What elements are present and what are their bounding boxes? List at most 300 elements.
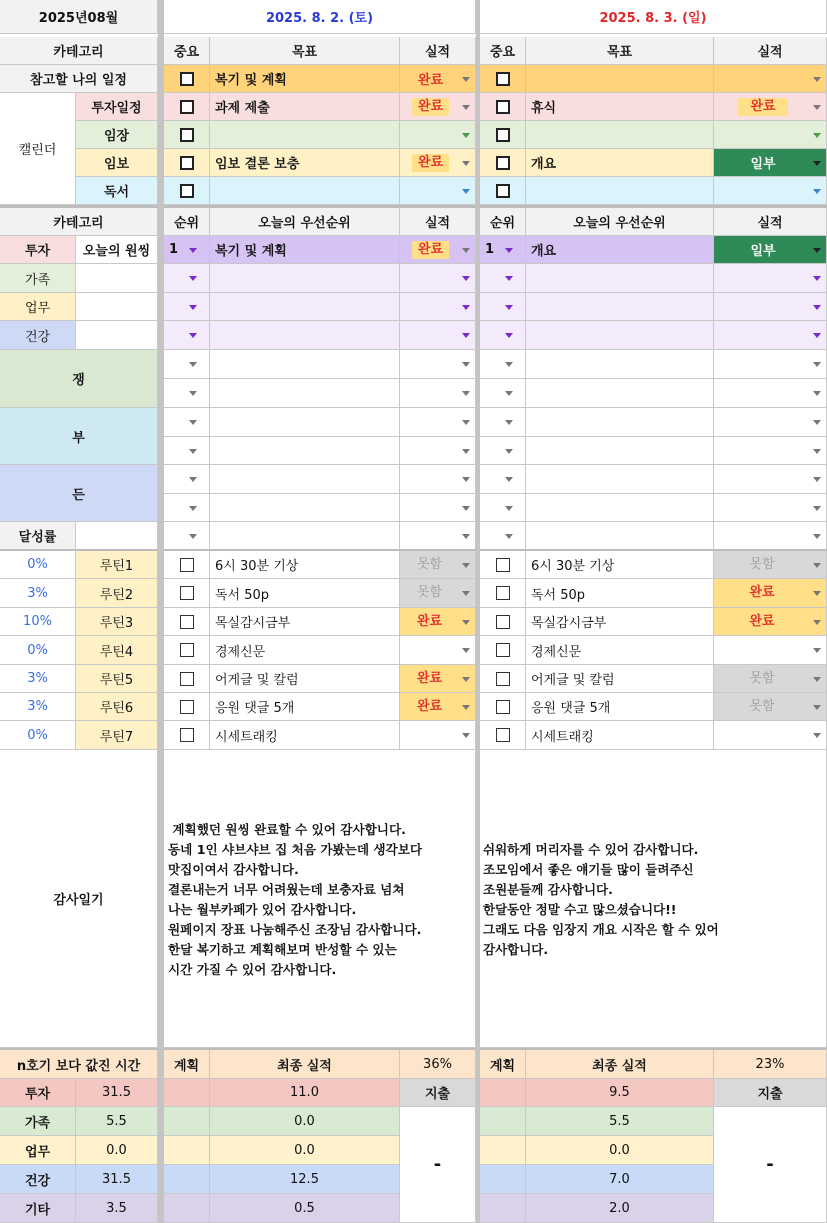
day2-dash: -	[714, 1107, 827, 1223]
day2-mine-result[interactable]	[714, 65, 827, 93]
day1-rank-dropdown[interactable]	[164, 379, 210, 408]
day2-priority-result[interactable]	[714, 264, 827, 293]
day2-priority-result[interactable]	[714, 379, 827, 408]
chevron-down-icon	[462, 477, 470, 482]
day2-sched3-result[interactable]	[714, 149, 827, 177]
family-blank	[76, 264, 158, 293]
day1-routine-task[interactable]: 어게글 및 칼럼	[210, 665, 400, 693]
routine-name: 루틴6	[76, 693, 158, 721]
day2-priority-input[interactable]	[526, 321, 714, 350]
day1-rank-dropdown[interactable]	[164, 293, 210, 321]
routine-name: 루틴2	[76, 579, 158, 608]
chevron-down-icon	[505, 391, 513, 396]
result-badge: 완료	[416, 670, 443, 686]
day1-priority-input[interactable]	[210, 408, 400, 437]
day2-priority-input[interactable]	[526, 522, 714, 550]
day1-priority-input[interactable]	[210, 379, 400, 408]
day2-rank-dropdown[interactable]	[480, 408, 526, 437]
chevron-down-icon	[813, 563, 821, 568]
day1-priority-result[interactable]	[400, 465, 476, 494]
day1-routine-result[interactable]	[400, 636, 476, 665]
day2-priority-result[interactable]	[714, 321, 827, 350]
day1-top-goal[interactable]: 복기 및 계획	[210, 236, 400, 264]
day2-routine-checkbox[interactable]	[480, 665, 526, 693]
day2-top-rank[interactable]	[480, 236, 526, 264]
chevron-down-icon	[462, 648, 470, 653]
chevron-down-icon	[462, 420, 470, 425]
achievement-label: 달성률	[0, 522, 76, 550]
block-label-2: 부	[0, 408, 158, 465]
routine-name: 루틴5	[76, 665, 158, 693]
day2-time-plan[interactable]	[480, 1194, 526, 1223]
achievement-blank	[76, 522, 158, 550]
chevron-down-icon	[505, 477, 513, 482]
day1-time-final: 0.0	[210, 1136, 400, 1165]
day2-plan-header: 계획	[480, 1050, 526, 1079]
day2-routine-task[interactable]: 6시 30분 기상	[526, 551, 714, 579]
routine-percent: 10%	[0, 608, 76, 636]
day2-gratitude-text: 쉬워하게 머리자를 수 있어 감사합니다. 조모임에서 좋은 얘기들 많이 들려주신 조원분들께 감사합니다. 한달동안 정말 수고 많으셨습니다!! 그래도 다음 임장지 개요 시작은 할 수 있어 감사합니다.	[483, 842, 719, 957]
day1-priority-input[interactable]	[210, 350, 400, 379]
time-category-label: 투자	[0, 1079, 76, 1107]
day1-goal-header: 목표	[210, 37, 400, 65]
chevron-down-icon	[813, 620, 821, 625]
day1-plan-header: 계획	[164, 1050, 210, 1079]
day2-time-plan[interactable]	[480, 1136, 526, 1165]
checkbox-icon	[180, 643, 194, 657]
day1-routine-task[interactable]: 독서 50p	[210, 579, 400, 608]
result-badge: 완료	[749, 585, 775, 600]
day2-sched2-goal[interactable]	[526, 121, 714, 149]
day2-priority-header: 오늘의 우선순위	[526, 208, 714, 236]
result-badge: 못함	[749, 670, 775, 686]
day2-routine-checkbox[interactable]	[480, 693, 526, 721]
day2-priority-input[interactable]	[526, 465, 714, 494]
routine-percent: 0%	[0, 721, 76, 750]
day1-priority-input[interactable]	[210, 465, 400, 494]
chevron-down-icon	[462, 305, 470, 310]
chevron-down-icon	[813, 677, 821, 682]
day1-sched4-result[interactable]	[400, 177, 476, 205]
day1-mine-checkbox[interactable]	[164, 65, 210, 93]
chevron-down-icon	[462, 77, 470, 82]
time-target: 3.5	[76, 1194, 158, 1223]
day1-time-plan[interactable]	[164, 1165, 210, 1194]
sub-invest-schedule: 투자일정	[76, 93, 158, 121]
day2-rank-dropdown[interactable]	[480, 264, 526, 293]
result-badge: 일부	[750, 157, 776, 172]
day2-priority-input[interactable]	[526, 408, 714, 437]
chevron-down-icon	[505, 276, 513, 281]
day1-importance-header: 중요	[164, 37, 210, 65]
chevron-down-icon	[813, 705, 821, 710]
day1-routine-checkbox[interactable]	[164, 721, 210, 750]
day2-sched4-result[interactable]	[714, 177, 827, 205]
checkbox-icon	[180, 72, 194, 86]
day2-sched4-goal[interactable]	[526, 177, 714, 205]
day2-routine-checkbox[interactable]	[480, 608, 526, 636]
chevron-down-icon	[813, 477, 821, 482]
day1-mine-goal[interactable]: 복기 및 계획	[210, 65, 400, 93]
day2-top-goal[interactable]: 개요	[526, 236, 714, 264]
day1-time-plan[interactable]	[164, 1079, 210, 1107]
day1-sched1-checkbox[interactable]	[164, 93, 210, 121]
day2-sched3-checkbox[interactable]	[480, 149, 526, 177]
day2-sched2-result[interactable]	[714, 121, 827, 149]
day1-sched4-goal[interactable]	[210, 177, 400, 205]
day1-sched4-checkbox[interactable]	[164, 177, 210, 205]
block-label-1: 쟁	[0, 350, 158, 408]
day2-rank-dropdown[interactable]	[480, 321, 526, 350]
chevron-down-icon	[462, 333, 470, 338]
chevron-down-icon	[462, 248, 470, 253]
chevron-down-icon	[462, 161, 470, 166]
day1-rank-dropdown[interactable]	[164, 522, 210, 550]
day2-priority-result[interactable]	[714, 408, 827, 437]
time-target: 5.5	[76, 1107, 158, 1136]
day1-spend-label: 지출	[400, 1079, 476, 1107]
checkbox-icon	[496, 586, 510, 600]
chevron-down-icon	[813, 305, 821, 310]
checkbox-icon	[180, 184, 194, 198]
day2-priority-result[interactable]	[714, 437, 827, 465]
day1-routine-task[interactable]: 경제신문	[210, 636, 400, 665]
day2-routine-result[interactable]	[714, 665, 827, 693]
sub-imjang: 임장	[76, 121, 158, 149]
day1-rank-dropdown[interactable]	[164, 437, 210, 465]
gratitude-label: 감사일기	[0, 750, 158, 1048]
day2-priority-result[interactable]	[714, 465, 827, 494]
chevron-down-icon	[505, 248, 513, 253]
month-cell: 2025년08월	[0, 0, 158, 34]
day1-top-result[interactable]	[400, 236, 476, 264]
day2-priority-result[interactable]	[714, 350, 827, 379]
time-target: 31.5	[76, 1079, 158, 1107]
day1-routine-checkbox[interactable]	[164, 608, 210, 636]
routine-name: 루틴4	[76, 636, 158, 665]
day2-rank-dropdown[interactable]	[480, 293, 526, 321]
day1-priority-result[interactable]	[400, 437, 476, 465]
day2-rank-header: 순위	[480, 208, 526, 236]
chevron-down-icon	[813, 420, 821, 425]
day2-sched2-checkbox[interactable]	[480, 121, 526, 149]
chevron-down-icon	[462, 591, 470, 596]
day2-time-plan[interactable]	[480, 1165, 526, 1194]
day1-time-plan[interactable]	[164, 1194, 210, 1223]
day2-routine-checkbox[interactable]	[480, 551, 526, 579]
day2-routine-result[interactable]	[714, 579, 827, 608]
day1-priority-input[interactable]	[210, 437, 400, 465]
checkbox-icon	[496, 643, 510, 657]
chevron-down-icon	[505, 420, 513, 425]
day1-rank-dropdown[interactable]	[164, 264, 210, 293]
chevron-down-icon	[189, 362, 197, 367]
chevron-down-icon	[189, 477, 197, 482]
day2-sched1-checkbox[interactable]	[480, 93, 526, 121]
result-badge: 완료	[412, 241, 449, 259]
day1-priority-result[interactable]	[400, 321, 476, 350]
day2-time-plan[interactable]	[480, 1079, 526, 1107]
chevron-down-icon	[189, 305, 197, 310]
day2-time-final: 7.0	[526, 1165, 714, 1194]
day1-routine-checkbox[interactable]	[164, 551, 210, 579]
day1-routine-task[interactable]: 응원 댓글 5개	[210, 693, 400, 721]
routine-percent: 3%	[0, 665, 76, 693]
health-blank	[76, 321, 158, 350]
time-category-label: 기타	[0, 1194, 76, 1223]
day1-priority-input[interactable]	[210, 321, 400, 350]
my-schedule-label: 참고할 나의 일정	[0, 65, 158, 93]
day1-date: 2025. 8. 2. (토)	[164, 0, 476, 34]
day2-routine-result[interactable]	[714, 693, 827, 721]
health-label: 건강	[0, 321, 76, 350]
day1-priority-input[interactable]	[210, 522, 400, 550]
rank-value: 1	[485, 242, 495, 257]
day1-rank-dropdown[interactable]	[164, 494, 210, 522]
chevron-down-icon	[462, 677, 470, 682]
work-blank	[76, 293, 158, 321]
chevron-down-icon	[462, 105, 470, 110]
day1-priority-result[interactable]	[400, 408, 476, 437]
day2-priority-input[interactable]	[526, 379, 714, 408]
chevron-down-icon	[189, 449, 197, 454]
day1-routine-checkbox[interactable]	[164, 636, 210, 665]
day1-gratitude-text: 계획했던 원씽 완료할 수 있어 감사합니다. 동네 1인 샤브샤브 집 처음 가봤는데 생각보다 맛집이여서 감사합니다. 결론내는거 너무 어려웠는데 보충자료 넘쳐 나는 월부카페가 있어 감사합니다. 원페이지 장표 나눔해주신 조장님 감사합니다. 한달 복기하고 계획해보며 반성할 수 있는 시간 가질 수 있어 감사합니다.	[168, 822, 423, 977]
day2-priority-result[interactable]	[714, 293, 827, 321]
day1-time-plan[interactable]	[164, 1107, 210, 1136]
chevron-down-icon	[813, 248, 821, 253]
day2-rank-dropdown[interactable]	[480, 465, 526, 494]
day2-routine-checkbox[interactable]	[480, 636, 526, 665]
day2-sched4-checkbox[interactable]	[480, 177, 526, 205]
day1-sched3-goal[interactable]: 임보 결론 보충	[210, 149, 400, 177]
routine-name: 루틴3	[76, 608, 158, 636]
day1-sched3-checkbox[interactable]	[164, 149, 210, 177]
day2-rank-dropdown[interactable]	[480, 437, 526, 465]
day2-goal-header: 목표	[526, 37, 714, 65]
day1-sched1-result[interactable]	[400, 93, 476, 121]
chevron-down-icon	[462, 705, 470, 710]
day1-routine-task[interactable]: 목실감시금부	[210, 608, 400, 636]
chevron-down-icon	[462, 391, 470, 396]
work-label: 업무	[0, 293, 76, 321]
chevron-down-icon	[813, 449, 821, 454]
day2-time-final: 9.5	[526, 1079, 714, 1107]
day1-priority-result[interactable]	[400, 264, 476, 293]
day1-priority-input[interactable]	[210, 494, 400, 522]
day1-routine-task[interactable]: 6시 30분 기상	[210, 551, 400, 579]
day2-priority-input[interactable]	[526, 437, 714, 465]
checkbox-icon	[180, 100, 194, 114]
routine-percent: 0%	[0, 636, 76, 665]
routine-percent: 3%	[0, 579, 76, 608]
day2-priority-input[interactable]	[526, 264, 714, 293]
chevron-down-icon	[505, 506, 513, 511]
day1-priority-result[interactable]	[400, 293, 476, 321]
day2-routine-task[interactable]: 목실감시금부	[526, 608, 714, 636]
chevron-down-icon	[505, 449, 513, 454]
checkbox-icon	[496, 700, 510, 714]
day2-mine-goal[interactable]	[526, 65, 714, 93]
day2-routine-result[interactable]	[714, 636, 827, 665]
day2-routine-task[interactable]: 독서 50p	[526, 579, 714, 608]
chevron-down-icon	[813, 534, 821, 539]
day1-rank-dropdown[interactable]	[164, 350, 210, 379]
day2-rank-dropdown[interactable]	[480, 350, 526, 379]
sub-reading: 독서	[76, 177, 158, 205]
checkbox-icon	[180, 672, 194, 686]
checkbox-icon	[180, 728, 194, 742]
chevron-down-icon	[189, 391, 197, 396]
routine-percent: 3%	[0, 693, 76, 721]
time-category-label: 가족	[0, 1107, 76, 1136]
time-target: 31.5	[76, 1165, 158, 1194]
day2-sched1-goal[interactable]: 휴식	[526, 93, 714, 121]
day1-routine-result[interactable]	[400, 551, 476, 579]
chevron-down-icon	[813, 733, 821, 738]
day1-priority-header: 오늘의 우선순위	[210, 208, 400, 236]
day1-sched2-goal[interactable]	[210, 121, 400, 149]
day2-rank-dropdown[interactable]	[480, 494, 526, 522]
day2-priority-result[interactable]	[714, 494, 827, 522]
day1-priority-result[interactable]	[400, 494, 476, 522]
time-category-label: 건강	[0, 1165, 76, 1194]
chevron-down-icon	[813, 276, 821, 281]
day1-priority-result[interactable]	[400, 522, 476, 550]
day1-rank-dropdown[interactable]	[164, 465, 210, 494]
day2-result-header: 실적	[714, 37, 827, 65]
one-thing-label: 오늘의 원씽	[76, 236, 158, 264]
day1-sched2-result[interactable]	[400, 121, 476, 149]
day2-routine-checkbox[interactable]	[480, 579, 526, 608]
category-header: 카테고리	[0, 37, 158, 65]
day1-time-final: 11.0	[210, 1079, 400, 1107]
chevron-down-icon	[813, 105, 821, 110]
result-badge: 완료	[416, 613, 443, 629]
chevron-down-icon	[813, 591, 821, 596]
chevron-down-icon	[462, 534, 470, 539]
chevron-down-icon	[189, 420, 197, 425]
day2-routine-result[interactable]	[714, 608, 827, 636]
day1-sched2-checkbox[interactable]	[164, 121, 210, 149]
day1-routine-result[interactable]	[400, 608, 476, 636]
day1-sched1-goal[interactable]: 과제 제출	[210, 93, 400, 121]
day2-priority-input[interactable]	[526, 350, 714, 379]
chevron-down-icon	[462, 620, 470, 625]
day1-time-final: 12.5	[210, 1165, 400, 1194]
chevron-down-icon	[462, 189, 470, 194]
checkbox-icon	[496, 184, 510, 198]
day1-result-header: 실적	[400, 37, 476, 65]
day1-mine-result[interactable]	[400, 65, 476, 93]
day2-time-final: 5.5	[526, 1107, 714, 1136]
day1-routine-checkbox[interactable]	[164, 579, 210, 608]
checkbox-icon	[496, 72, 510, 86]
day1-routine-task[interactable]: 시세트래킹	[210, 721, 400, 750]
day2-routine-checkbox[interactable]	[480, 721, 526, 750]
day2-sched1-result[interactable]	[714, 93, 827, 121]
time-header: n호기 보다 값진 시간	[0, 1050, 158, 1079]
day2-final-header: 최종 실적	[526, 1050, 714, 1079]
day1-routine-result[interactable]	[400, 579, 476, 608]
day1-sched3-result[interactable]	[400, 149, 476, 177]
checkbox-icon	[496, 558, 510, 572]
day1-priority-input[interactable]	[210, 264, 400, 293]
block-label-3: 든	[0, 465, 158, 522]
chevron-down-icon	[505, 362, 513, 367]
day1-dash: -	[400, 1107, 476, 1223]
result-badge: 완료	[412, 98, 449, 116]
chevron-down-icon	[813, 77, 821, 82]
chevron-down-icon	[813, 333, 821, 338]
chevron-down-icon	[189, 248, 197, 253]
day2-time-plan[interactable]	[480, 1107, 526, 1136]
sub-imbo: 임보	[76, 149, 158, 177]
day2-sched3-goal[interactable]: 개요	[526, 149, 714, 177]
checkbox-icon	[496, 672, 510, 686]
chevron-down-icon	[462, 733, 470, 738]
day2-routine-task[interactable]: 어게글 및 칼럼	[526, 665, 714, 693]
family-label: 가족	[0, 264, 76, 293]
day1-priority-result[interactable]	[400, 350, 476, 379]
day1-priority-input[interactable]	[210, 293, 400, 321]
day1-rank-dropdown[interactable]	[164, 321, 210, 350]
day2-time-pct: 23%	[714, 1050, 827, 1079]
day1-routine-result[interactable]	[400, 721, 476, 750]
result-badge: 못함	[749, 698, 775, 714]
day2-routine-task[interactable]: 시세트래킹	[526, 721, 714, 750]
day1-routine-result[interactable]	[400, 665, 476, 693]
chevron-down-icon	[813, 133, 821, 138]
chevron-down-icon	[189, 333, 197, 338]
day2-rank-dropdown[interactable]	[480, 522, 526, 550]
checkbox-icon	[180, 586, 194, 600]
category-header-2: 카테고리	[0, 208, 158, 236]
chevron-down-icon	[462, 506, 470, 511]
day1-priority-result[interactable]	[400, 379, 476, 408]
checkbox-icon	[180, 700, 194, 714]
chevron-down-icon	[462, 449, 470, 454]
day2-routine-result[interactable]	[714, 721, 827, 750]
day2-priority-input[interactable]	[526, 494, 714, 522]
result-badge: 완료	[412, 154, 449, 172]
day1-top-rank[interactable]	[164, 236, 210, 264]
checkbox-icon	[180, 156, 194, 170]
day1-time-plan[interactable]	[164, 1136, 210, 1165]
day1-routine-result[interactable]	[400, 693, 476, 721]
day2-rank-dropdown[interactable]	[480, 379, 526, 408]
day1-time-final: 0.5	[210, 1194, 400, 1223]
chevron-down-icon	[462, 563, 470, 568]
day2-routine-task[interactable]: 경제신문	[526, 636, 714, 665]
chevron-down-icon	[189, 276, 197, 281]
chevron-down-icon	[505, 305, 513, 310]
day2-routine-task[interactable]: 응원 댓글 5개	[526, 693, 714, 721]
day2-mine-checkbox[interactable]	[480, 65, 526, 93]
day1-routine-checkbox[interactable]	[164, 693, 210, 721]
day2-routine-result[interactable]	[714, 551, 827, 579]
chevron-down-icon	[813, 391, 821, 396]
day1-final-header: 최종 실적	[210, 1050, 400, 1079]
checkbox-icon	[180, 558, 194, 572]
day1-rank-dropdown[interactable]	[164, 408, 210, 437]
day1-routine-checkbox[interactable]	[164, 665, 210, 693]
time-target: 0.0	[76, 1136, 158, 1165]
day2-priority-result[interactable]	[714, 522, 827, 550]
day2-time-final: 0.0	[526, 1136, 714, 1165]
day2-priority-input[interactable]	[526, 293, 714, 321]
day2-top-result[interactable]	[714, 236, 827, 264]
